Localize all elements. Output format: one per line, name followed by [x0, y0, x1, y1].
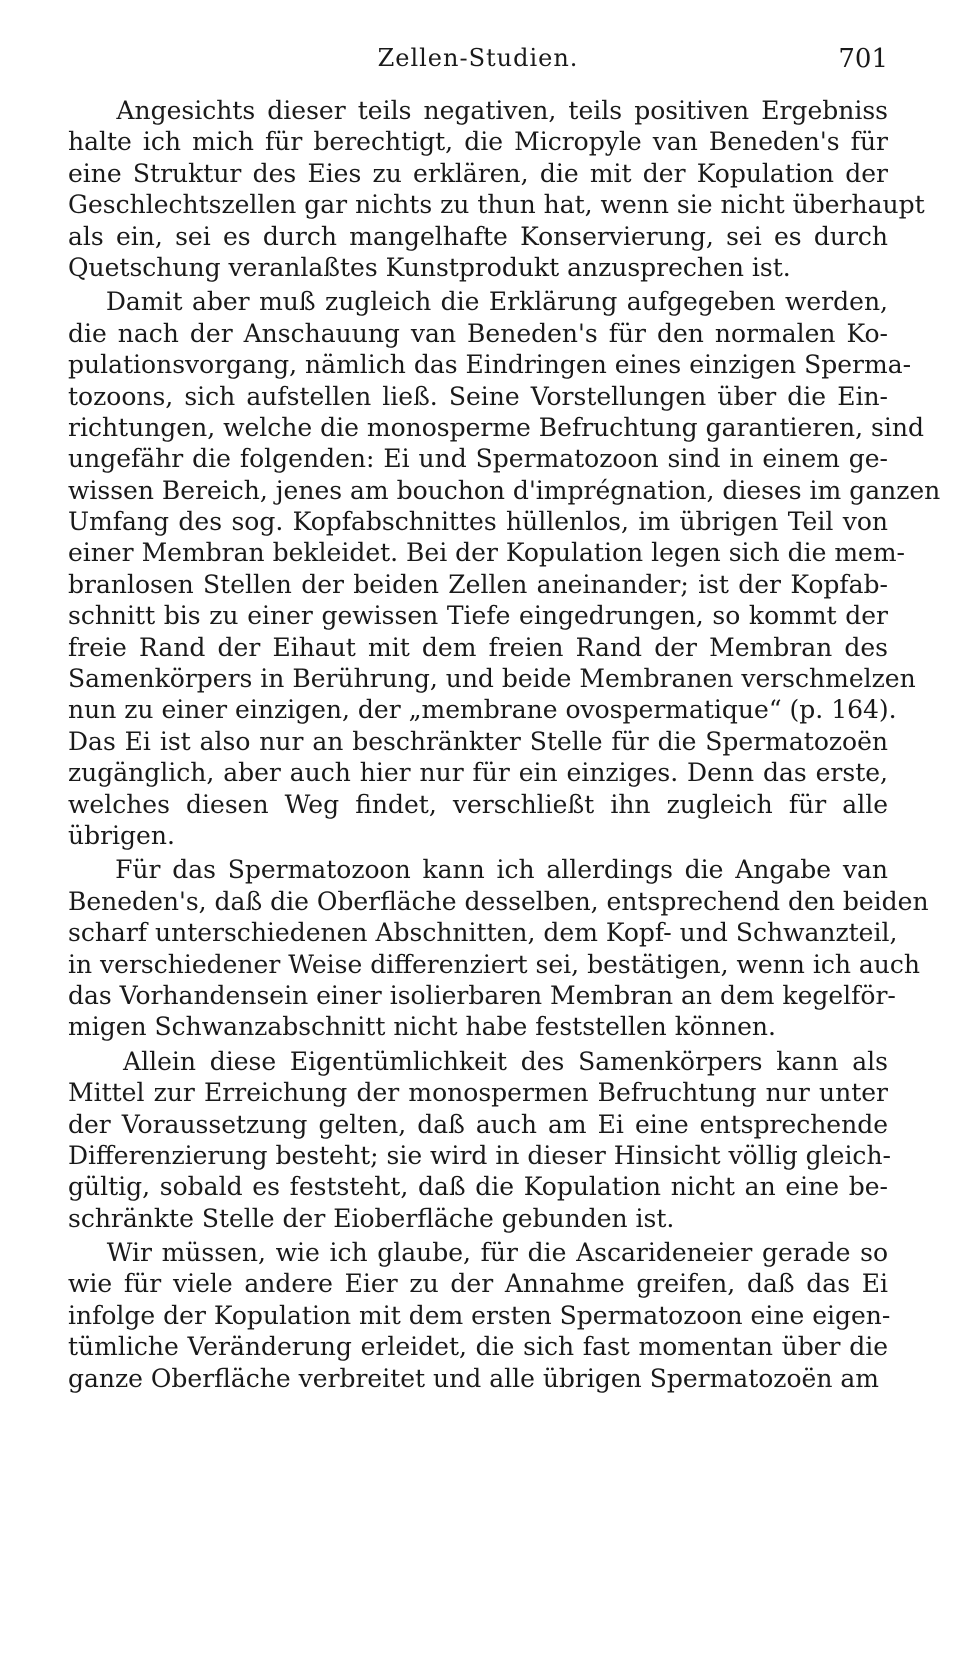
paragraph	[68, 1046, 891, 1234]
text-line: Beneden's, daß die Oberfläche desselben, entsprechend den beiden	[68, 886, 929, 916]
text-line: zugänglich, aber auch hier nur für ein einziges. Denn das erste,	[68, 758, 888, 788]
text-line: das Vorhandensein einer isolierbaren Membran an dem kegelför-	[68, 980, 896, 1010]
running-head	[68, 44, 888, 84]
paragraph	[68, 95, 925, 283]
text-line: Geschlechtszellen gar nichts zu thun hat, wenn sie nicht überhaupt	[68, 190, 925, 220]
text-line: schnitt bis zu einer gewissen Tiefe eingedrungen, so kommt der	[68, 601, 888, 631]
text-line: übrigen.	[68, 820, 175, 850]
text-line: die nach der Anschauung van Beneden's für den normalen Ko-	[68, 318, 888, 348]
text-line: einer Membran bekleidet. Bei der Kopulation legen sich die mem-	[68, 538, 905, 568]
text-line: Für das Spermatozoon kann ich allerdings die Angabe van	[68, 855, 888, 885]
text-line: Allein diese Eigentümlichkeit des Samenkörpers kann als	[68, 1046, 888, 1076]
text-line: welches diesen Weg findet, verschließt ihn zugleich für alle	[68, 789, 888, 819]
running-head-title: Zellen-Studien.	[377, 44, 579, 72]
text-line: Damit aber muß zugleich die Erklärung aufgegeben werden,	[68, 287, 888, 317]
text-line: Differenzierung besteht; sie wird in dieser Hinsicht völlig gleich-	[68, 1140, 891, 1170]
text-line: branlosen Stellen der beiden Zellen aneinander; ist der Kopfab-	[68, 569, 888, 599]
text-line: Das Ei ist also nur an beschränkter Stelle für die Spermatozoën	[68, 726, 888, 756]
text-line: tümliche Veränderung erleidet, die sich fast momentan über die	[68, 1332, 888, 1362]
text-line: gültig, sobald es feststeht, daß die Kopulation nicht an eine be-	[68, 1172, 888, 1202]
text-line: eine Struktur des Eies zu erklären, die mit der Kopulation der	[68, 158, 888, 188]
text-line: ganze Oberfläche verbreitet und alle übrigen Spermatozoën am	[68, 1363, 879, 1393]
text-line: freie Rand der Eihaut mit dem freien Rand der Membran des	[68, 632, 888, 662]
text-line: wissen Bereich, jenes am bouchon d'imprégnation, dieses im ganzen	[68, 475, 941, 505]
paragraph	[68, 1237, 891, 1394]
page-number: 701	[838, 44, 888, 74]
text-line: pulationsvorgang, nämlich das Eindringen eines einzigen Sperma-	[68, 350, 912, 380]
text-line: scharf unterschiedenen Abschnitten, dem Kopf- und Schwanzteil,	[68, 918, 898, 948]
body-text	[68, 95, 941, 1394]
paragraph	[68, 854, 929, 1042]
text-line: in verschiedener Weise differenziert sei, bestätigen, wenn ich auch	[68, 949, 920, 979]
text-line: halte ich mich für berechtigt, die Micropyle van Beneden's für	[68, 127, 888, 157]
text-line: Samenkörpers in Berührung, und beide Membranen verschmelzen	[68, 664, 916, 694]
text-line: Umfang des sog. Kopfabschnittes hüllenlos, im übrigen Teil von	[68, 507, 888, 537]
text-line: als ein, sei es durch mangelhafte Konservierung, sei es durch	[68, 221, 888, 251]
text-line: Angesichts dieser teils negativen, teils positiven Ergebniss	[68, 96, 888, 125]
text-line: nun zu einer einzigen, der „membrane ovospermatique“ (p. 164).	[68, 695, 897, 725]
text-line: Quetschung veranlaßtes Kunstprodukt anzusprechen ist.	[68, 252, 791, 282]
text-line: tozoons, sich aufstellen ließ. Seine Vorstellungen über die Ein-	[68, 381, 888, 411]
text-line: der Voraussetzung gelten, daß auch am Ei eine entsprechende	[68, 1109, 888, 1139]
text-line: wie für viele andere Eier zu der Annahme greifen, daß das Ei	[68, 1269, 888, 1299]
text-line: schränkte Stelle der Eioberfläche gebunden ist.	[68, 1203, 675, 1233]
text-line: ungefähr die folgenden: Ei und Spermatozoon sind in einem ge-	[68, 444, 888, 474]
paragraph	[68, 286, 941, 851]
text-line: Wir müssen, wie ich glaube, für die Ascarideneier gerade so	[68, 1238, 888, 1268]
text-line: Mittel zur Erreichung der monospermen Befruchtung nur unter	[68, 1078, 888, 1108]
text-line: migen Schwanzabschnitt nicht habe feststellen können.	[68, 1012, 776, 1042]
text-line: richtungen, welche die monosperme Befruchtung garantieren, sind	[68, 412, 924, 442]
text-line: infolge der Kopulation mit dem ersten Spermatozoon eine eigen-	[68, 1300, 891, 1330]
